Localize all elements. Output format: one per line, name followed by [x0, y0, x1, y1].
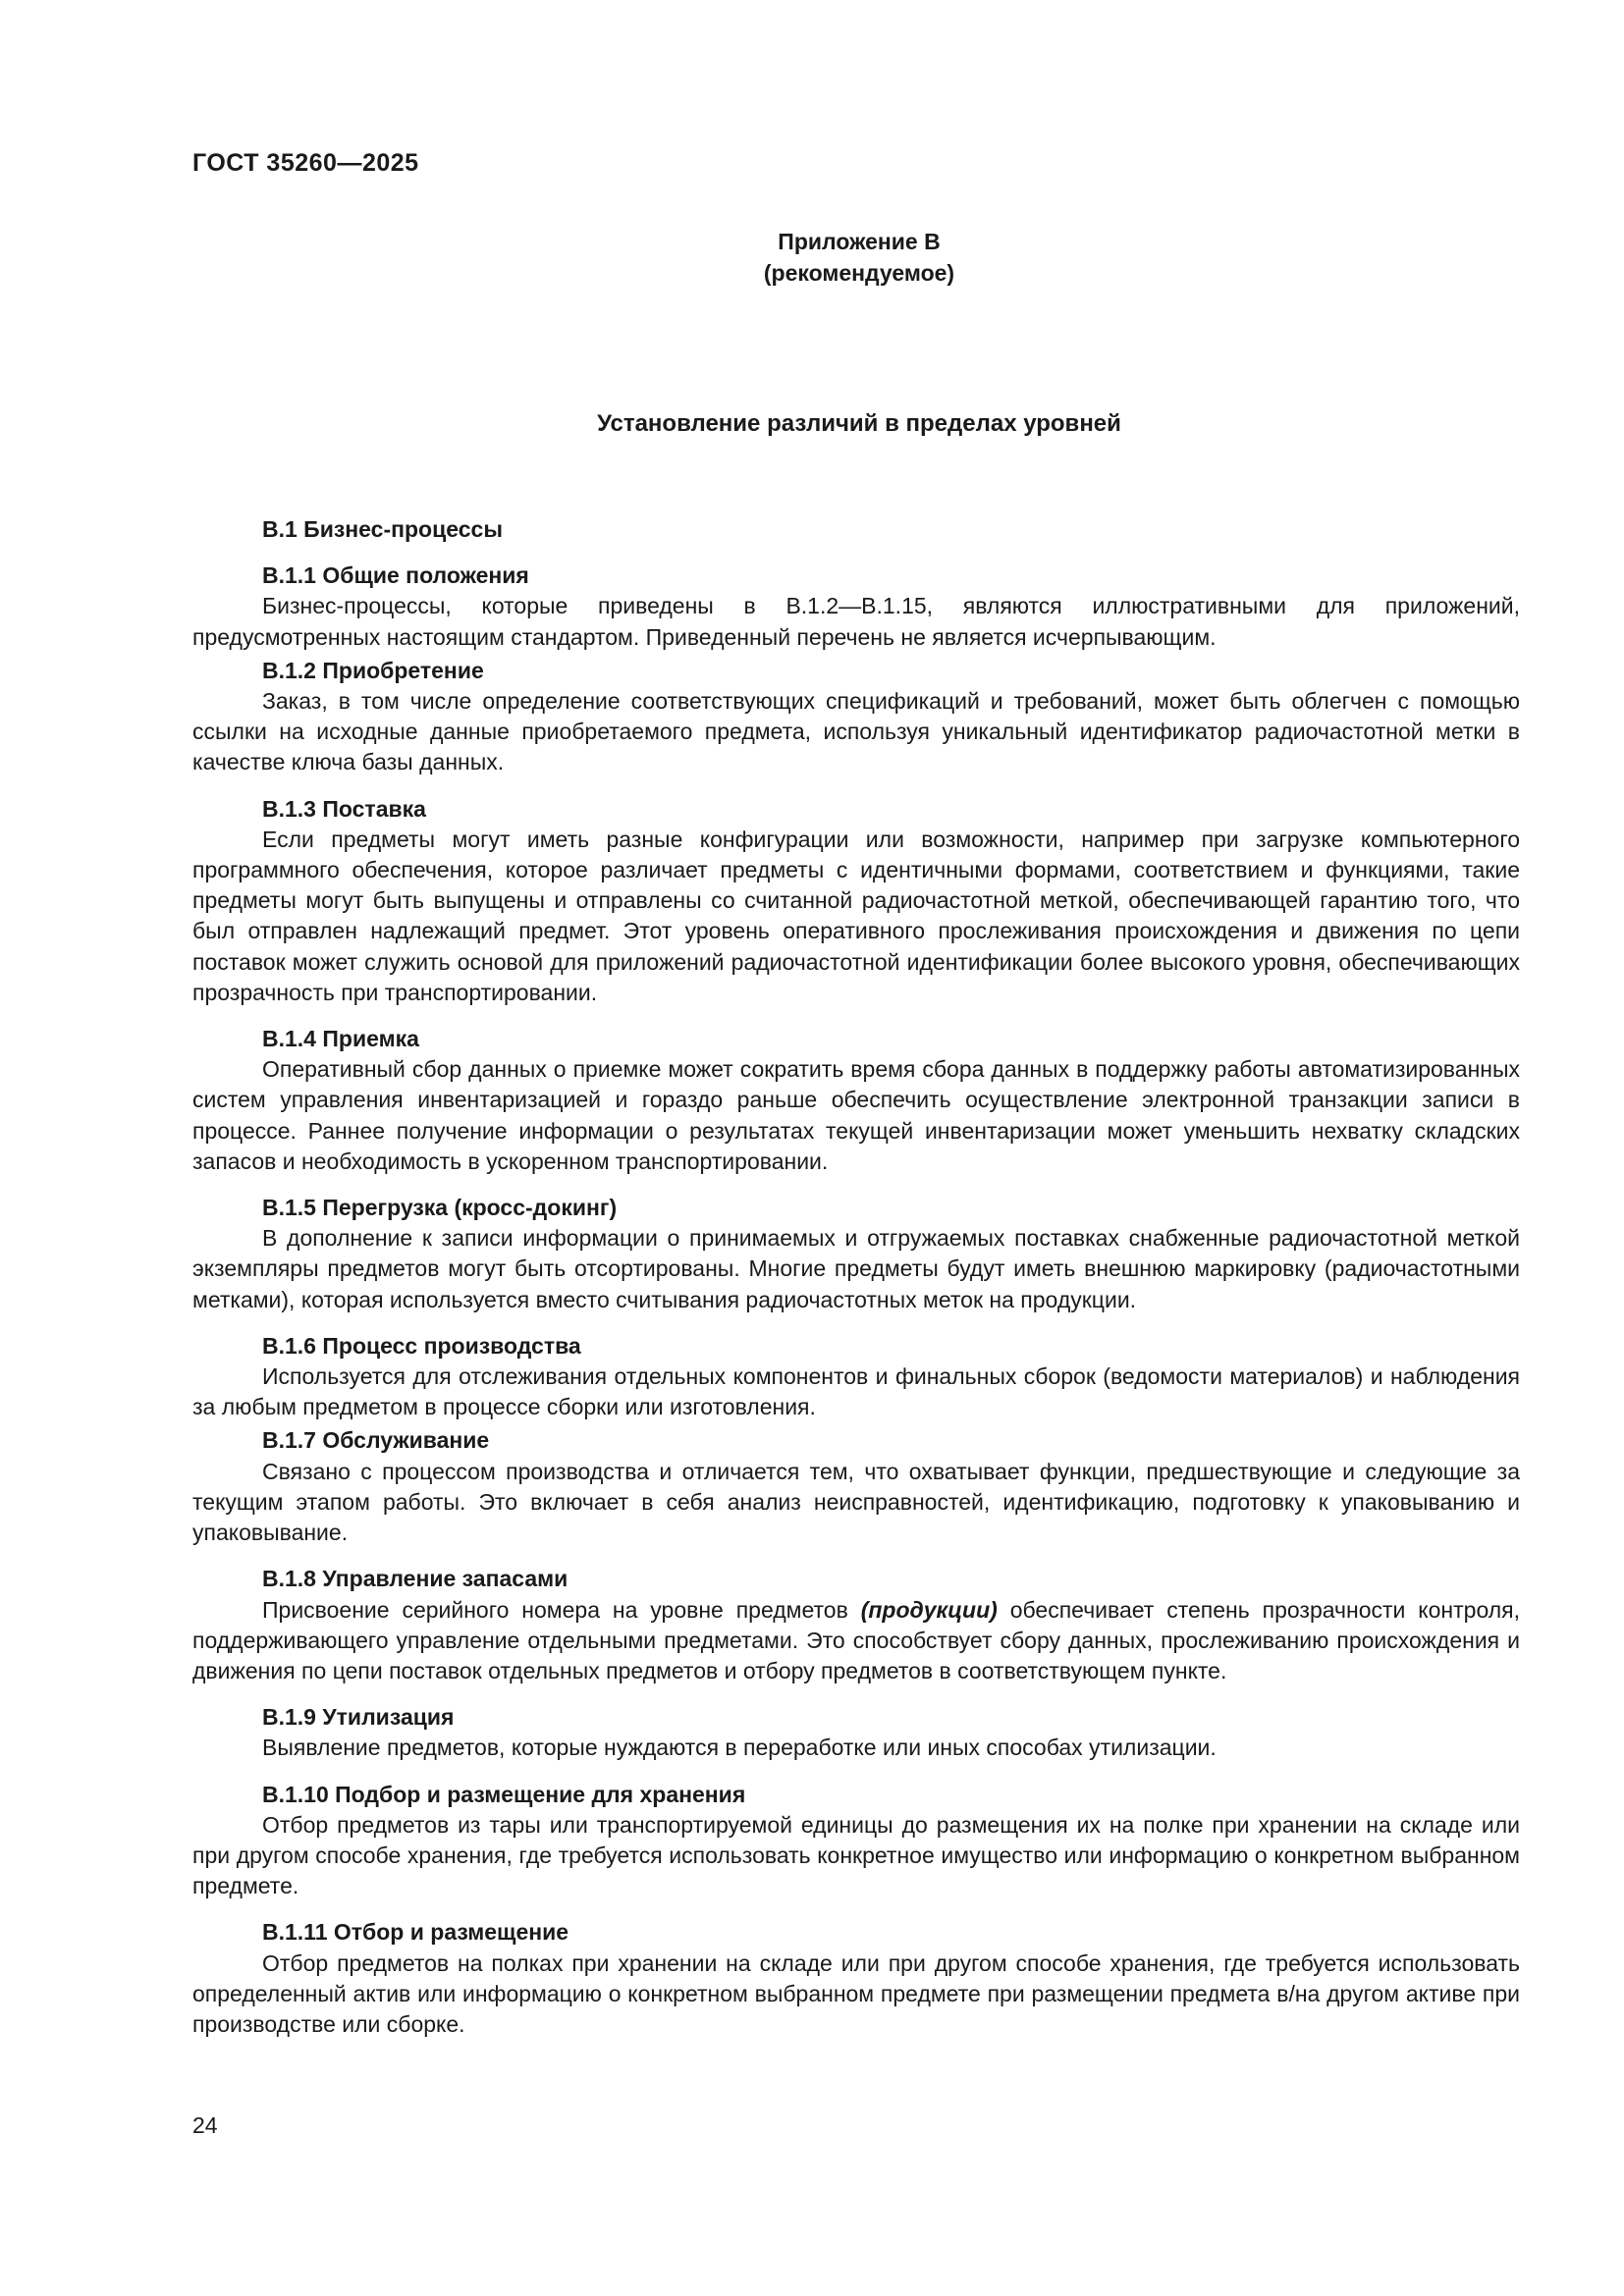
section-text-b1-9: Выявление предметов, которые нуждаются в переработке или иных способах утилизации. — [262, 1735, 1217, 1761]
section-text-b1-4: Оперативный сбор данных о приемке может сократить время сбора данных в поддержку работы автоматизированных систем управления инвентаризацией и гораздо раньше обеспечить осуществление электронной транзакции записи в процессе. Раннее получение информации о результатах текущей инвентаризации может уменьшить нехватку складских запасов и необходимость в ускоренном транспортировании. — [192, 1056, 1520, 1174]
appendix-title: Приложение В — [778, 229, 941, 254]
section-heading-b1-5: В.1.5 Перегрузка (кросс-докинг) — [262, 1195, 618, 1221]
document-designation: ГОСТ 35260—2025 — [192, 149, 419, 177]
section-heading-b1-8: В.1.8 Управление запасами — [262, 1566, 568, 1592]
appendix-main-title: Установление различий в пределах уровней — [597, 410, 1121, 437]
section-heading-b1-2: В.1.2 Приобретение — [262, 657, 484, 683]
section-text-b1-1: Бизнес-процессы, которые приведены в В.1.2—В.1.15, являются иллюстративными для приложений, предусмотренных настоящим стандартом. Приведенный перечень не является исчерпывающим. — [192, 593, 1520, 650]
section-heading-b1-3: В.1.3 Поставка — [262, 795, 426, 822]
section-text-b1-8 — [192, 1595, 1520, 1687]
section-text-b1-8-part2: обеспечивает степень прозрачности контроля, поддерживающего управление отдельными предметами. Это способствует сбору данных, прослеживанию происхождения и движения по цепи поставок отдельных предметов и отбору предметов в соответствующем пункте. — [192, 1596, 1520, 1683]
section-text-b1-5: В дополнение к записи информации о принимаемых и отгружаемых поставках снабженные радиочастотной меткой экземпляры предметов могут быть отсортированы. Многие предметы будут иметь внешнюю маркировку (радиочастотными метками), которая используется вместо считывания радиочастотных меток на продукции. — [192, 1225, 1520, 1312]
page-number: 24 — [192, 2112, 218, 2138]
section-heading-b1-9: В.1.9 Утилизация — [262, 1704, 455, 1731]
section-heading-b1-4: В.1.4 Приемка — [262, 1026, 419, 1052]
section-text-b1-8-emphasis: (продукции) — [860, 1596, 998, 1623]
section-heading-b1-10: В.1.10 Подбор и размещение для хранения — [262, 1781, 746, 1807]
section-text-b1-7: Связано с процессом производства и отличается тем, что охватывает функции, предшествующие и следующие за текущим этапом работы. Это включает в себя анализ неисправностей, идентификацию, подготовку к упаковыванию и упаковывание. — [192, 1458, 1520, 1546]
section-text-b1-11: Отбор предметов на полках при хранении на складе или при другом способе хранения, где требуется использовать определенный актив или информацию о конкретном выбранном предмете при размещении предмета в/на другом активе при производстве или сборке. — [192, 1949, 1520, 2037]
section-heading-b1: В.1 Бизнес-процессы — [262, 516, 503, 542]
section-text-b1-10: Отбор предметов из тары или транспортируемой единицы до размещения их на полке при хранении на складе или при другом способе хранения, где требуется использовать конкретное имущество или информацию о конкретном выбранном предмете. — [192, 1811, 1520, 1899]
document-body — [192, 514, 1520, 2040]
section-text-b1-8-part1: Присвоение серийного номера на уровне предметов — [262, 1596, 861, 1623]
section-heading-b1-7: В.1.7 Обслуживание — [262, 1427, 490, 1454]
appendix-status: (рекомендуемое) — [763, 260, 955, 286]
section-heading-b1-6: В.1.6 Процесс производства — [262, 1332, 581, 1359]
section-heading-b1-1: В.1.1 Общие положения — [262, 562, 529, 589]
section-text-b1-6: Используется для отслеживания отдельных компонентов и финальных сборок (ведомости материалов) и наблюдения за любым предметом в процессе сборки или изготовления. — [192, 1363, 1520, 1420]
section-heading-b1-11: В.1.11 Отбор и размещение — [262, 1919, 569, 1946]
section-text-b1-3: Если предметы могут иметь разные конфигурации или возможности, например при загрузке компьютерного программного обеспечения, которое различает предметы с идентичными формами, соответствием и функциями, такие предметы могут быть выпущены и отправлены со считанной радиочастотной меткой, обеспечивающей гарантию того, что был отправлен надлежащий предмет. Этот уровень оперативного прослеживания происхождения и движения по цепи поставок может служить основой для приложений радиочастотной идентификации более высокого уровня, обеспечивающих прозрачность при транспортировании. — [192, 826, 1520, 1005]
section-text-b1-2: Заказ, в том числе определение соответствующих спецификаций и требований, может быть облегчен с помощью ссылки на исходные данные приобретаемого предмета, используя уникальный идентификатор радиочастотной метки в качестве ключа базы данных. — [192, 688, 1520, 775]
